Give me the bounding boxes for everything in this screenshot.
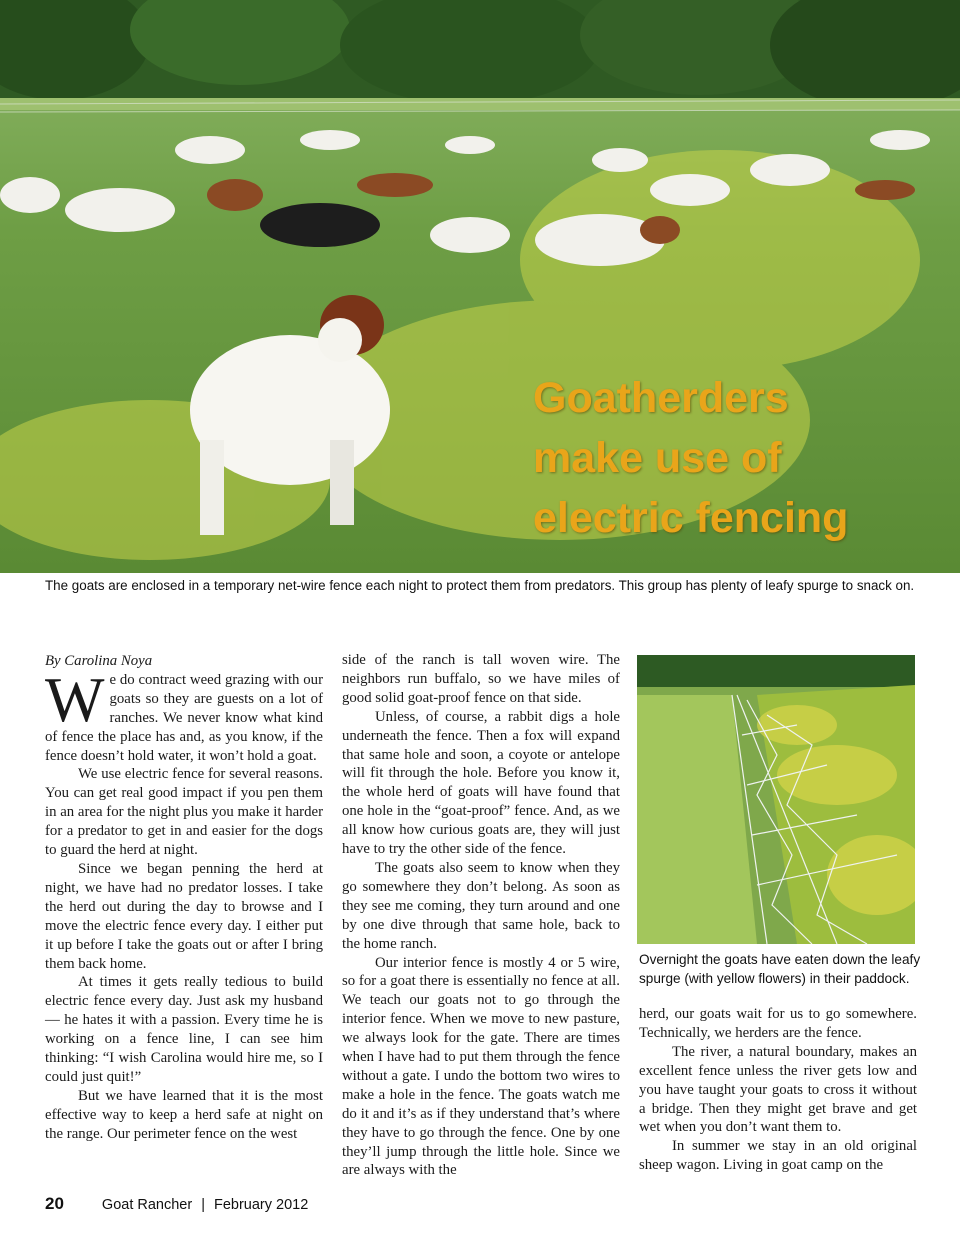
fence-photo-caption: Overnight the goats have eaten down the leafy spurge (with yellow flowers) in their paddock. bbox=[639, 952, 921, 986]
article-paragraph: We do contract weed grazing with our goats so they are guests on a lot of ranches. We never know what kind of fence the place has and, as you know, if the fence doesn’t hold water, it won’t hold a goat. bbox=[45, 664, 323, 764]
headline-line-3: electric fencing bbox=[533, 494, 849, 542]
article-column-1 bbox=[45, 652, 323, 1144]
byline: By Carolina Noya bbox=[45, 653, 153, 669]
article-paragraph: Since we began penning the herd at night, we have had no predator losses. I take the herd out during the day to browse and I move the electric fence every day. I either put it up before I take the goats out or after I bring them back home. bbox=[45, 860, 323, 972]
article-column-2 bbox=[342, 651, 620, 1180]
article-headline bbox=[533, 368, 953, 548]
fence-photo-image bbox=[637, 655, 915, 944]
article-paragraph: herd, our goats wait for us to go somewhere. Technically, we herders are the fence. bbox=[639, 1006, 917, 1041]
article-paragraph: But we have learned that it is the most effective way to keep a herd safe at night on the range. Our perimeter fence on the west bbox=[45, 1087, 323, 1142]
page-footer bbox=[45, 1194, 308, 1214]
article-column-3 bbox=[639, 1005, 917, 1175]
headline-line-1: Goatherders bbox=[533, 374, 789, 422]
article-paragraph: Our interior fence is mostly 4 or 5 wire, so for a goat there is essentially no fence at all. We teach our goats not to go through the interior fence. When we move to new pasture, we always look for the gate. There are times when I have had to put them through the fence without a gate. I undo the bottom two wires to make a hole in the fence. The goats watch me do it and it’s as if they understand that’s where they have to go through the fence. One by one they’ll jump through the little hole. Since we are always with the bbox=[342, 954, 620, 1179]
hero-photo-caption: The goats are enclosed in a temporary net-wire fence each night to protect them from predators. This group has plenty of leafy spurge to snack on. bbox=[45, 578, 915, 593]
article-paragraph: side of the ranch is tall woven wire. The neighbors run buffalo, so we have miles of good solid goat-proof fence on that side. bbox=[342, 652, 620, 706]
fence-paddock-photo bbox=[637, 655, 915, 944]
article-paragraph: We use electric fence for several reasons. You can get real good impact if you pen them in an area for the night plus you make it harder for a predator to get in and easier for the dogs to guard the herd at night. bbox=[45, 766, 323, 859]
footer-separator: | bbox=[201, 1197, 205, 1213]
article-paragraph: At times it gets really tedious to build electric fence every day. Just ask my husband — he hates it with a passion. Every time he is working on a fence line, I can see him thinking: “I wish Carolina would hire me, so I could just quit!” bbox=[45, 974, 323, 1085]
magazine-name: Goat Rancher bbox=[101, 1197, 193, 1213]
page-number: 20 bbox=[45, 1194, 64, 1213]
issue-date: February 2012 bbox=[213, 1197, 309, 1213]
article-paragraph: The goats also seem to know when they go somewhere they don’t belong. As soon as they see me coming, they turn around and one by one dive through that same hole, back to the home ranch. bbox=[342, 859, 620, 952]
article-paragraph: The river, a natural boundary, makes an excellent fence unless the river gets low and you have taught your goats to cross it without a bridge. Then they might get brave and get wet when you don’t want them to. bbox=[639, 1043, 917, 1136]
headline-line-2: make use of bbox=[533, 434, 782, 482]
article-paragraph: Unless, of course, a rabbit digs a hole underneath the fence. Then a fox will expand that same hole and soon, a coyote or antelope will fit through the hole. Before you know it, the whole herd of goats will have found that one hole in the “goat-proof” fence. And, as we all know how curious goats are, they will just have to try the other side of the fence. bbox=[342, 708, 620, 858]
drop-cap: W bbox=[45, 664, 105, 735]
article-paragraph: In summer we stay in an old original sheep wagon. Living in goat camp on the bbox=[639, 1138, 917, 1174]
